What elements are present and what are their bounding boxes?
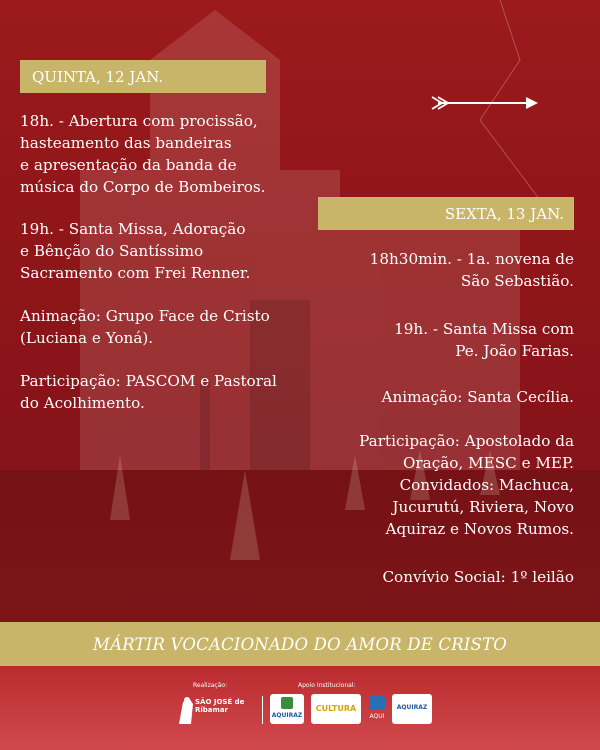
realizacao-label: Realização: — [193, 682, 228, 689]
day2-header: SEXTA, 13 JAN. — [318, 197, 574, 230]
aqui-logo — [366, 694, 388, 724]
day1-schedule — [20, 110, 320, 198]
footer-logos — [0, 666, 600, 750]
theme-banner: MÁRTIR VOCACIONADO DO AMOR DE CRISTO — [0, 622, 600, 666]
apoio-label: Apoio Institucional: — [298, 682, 356, 689]
shield-icon — [281, 697, 293, 709]
day2-item: 18h30min. - 1a. novena de São Sebastião. — [369, 250, 574, 290]
day1-schedule-2 — [20, 218, 320, 284]
day2-item: Participação: Apostolado da Oração, MESC e MEP. Convidados: Machuca, Jucurutú, Riviera, Novo Aquiraz e Novos Rumos. — [359, 432, 574, 538]
day1-item: Participação: PASCOM e Pastoral do Acolhimento. — [20, 372, 277, 412]
day2-item: 19h. - Santa Missa com Pe. João Farias. — [394, 320, 574, 360]
prefeitura-aquiraz-logo — [270, 694, 304, 724]
day2-item: Convívio Social: 1º leilão — [382, 568, 574, 586]
logo-label: AQUIRAZ — [271, 712, 303, 719]
day1-item: Animação: Grupo Face de Cristo (Luciana e Yoná). — [20, 307, 270, 347]
logo-label: AQUIRAZ — [396, 704, 428, 711]
day2-schedule-4 — [294, 430, 574, 540]
arrow-right-icon — [430, 93, 540, 117]
cultura-logo — [311, 694, 361, 724]
day2-item: Animação: Santa Cecília. — [381, 388, 574, 406]
divider — [262, 696, 263, 724]
parish-logo — [175, 694, 255, 726]
parish-logo-text: SÃO JOSÉ de Ribamar — [195, 698, 245, 714]
aquiraz-logo — [392, 694, 432, 724]
day2-schedule-3 — [294, 386, 574, 408]
day2-schedule — [294, 248, 574, 292]
day1-schedule-4 — [20, 370, 320, 414]
logo-label: AQUI — [369, 713, 385, 720]
day1-item: 18h. - Abertura com procissão, hasteamento das bandeiras e apresentação da banda de música do Corpo de Bombeiros. — [20, 112, 266, 196]
day1-header: QUINTA, 12 JAN. — [20, 60, 266, 93]
day1-schedule-3 — [20, 305, 320, 349]
day2-schedule-5 — [294, 566, 574, 588]
day1-item: 19h. - Santa Missa, Adoração e Bênção do Santíssimo Sacramento com Frei Renner. — [20, 220, 251, 282]
logo-label: CULTURA — [315, 704, 357, 713]
day2-schedule-2 — [294, 318, 574, 362]
flag-icon — [369, 696, 385, 710]
